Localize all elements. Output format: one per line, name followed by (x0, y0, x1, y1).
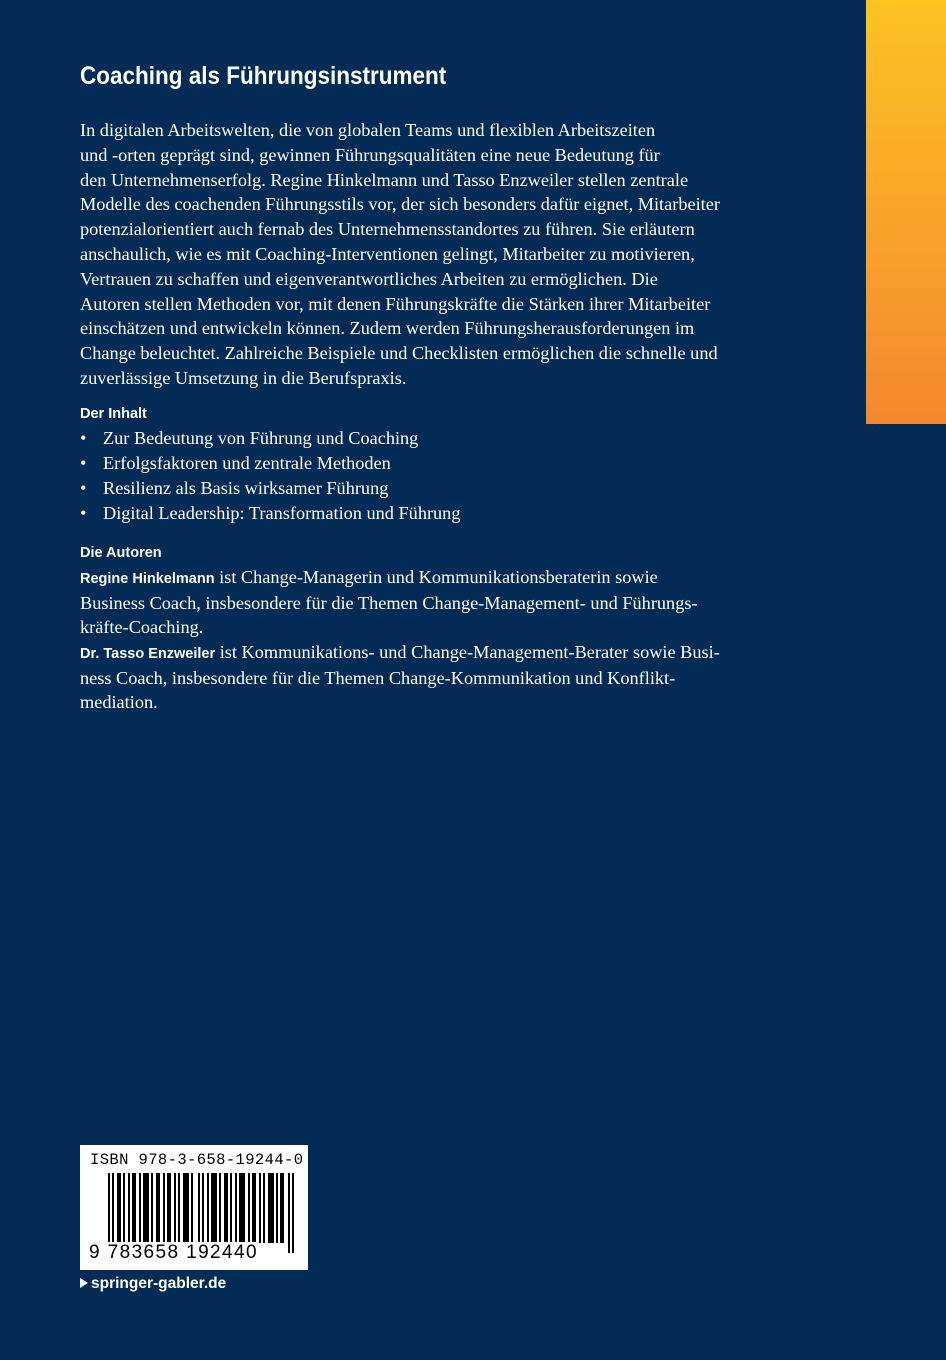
authors-heading: Die Autoren (80, 544, 162, 561)
description-line: Autoren stellen Methoden vor, mit denen Führungskräfte die Stärken ihrer Mitarbeiter (80, 293, 711, 314)
description-line: potenzialorientiert auch fernab des Unternehmensstandortes zu führen. Sie erläutern (80, 219, 695, 240)
bullet: • (80, 502, 87, 523)
bullet: • (80, 452, 87, 473)
contents-heading: Der Inhalt (80, 405, 147, 422)
publisher-website-link[interactable] (80, 1275, 226, 1293)
description-line: den Unternehmenserfolg. Regine Hinkelmann und Tasso Enzweiler stellen zentrale (80, 169, 689, 190)
ean-number: 9 783658 192440 (89, 1242, 258, 1263)
author-bio-line (80, 640, 762, 666)
list-item (80, 476, 762, 501)
description-line: zuverlässige Umsetzung in die Berufspraxis. (80, 367, 407, 388)
contents-list (80, 426, 762, 526)
author-bio-line: kräfte-Coaching. (80, 617, 204, 638)
bullet: • (80, 427, 87, 448)
author-bio-line (80, 565, 762, 591)
description-line: In digitalen Arbeitswelten, die von globalen Teams und flexiblen Arbeitszeiten (80, 120, 656, 140)
author-bio (80, 640, 762, 715)
barcode-bars (108, 1173, 296, 1253)
isbn-barcode (80, 1145, 308, 1270)
author-bio-line: ness Coach, insbesondere für die Themen Change-Kommunikation und Konflikt- (80, 667, 676, 688)
list-item-text: Digital Leadership: Transformation und Führung (103, 502, 461, 523)
author-bio-text: ist Change-Managerin und Kommunikationsberaterin sowie (214, 566, 658, 587)
book-title: Coaching als Führungsinstrument (80, 62, 447, 90)
list-item (80, 501, 762, 526)
description (80, 118, 762, 391)
list-item-text: Resilienz als Basis wirksamer Führung (103, 477, 389, 498)
triangle-arrow-icon (80, 1278, 88, 1288)
list-item-text: Erfolgsfaktoren und zentrale Methoden (103, 452, 391, 473)
author-bio (80, 565, 762, 640)
list-item (80, 426, 762, 451)
website-text: springer-gabler.de (91, 1275, 227, 1292)
list-item (80, 451, 762, 476)
description-line: Change beleuchtet. Zahlreiche Beispiele und Checklisten ermöglichen die schnelle und (80, 343, 718, 364)
description-line: Vertrauen zu schaffen und eigenverantwortliches Arbeiten zu ermöglichen. Die (80, 268, 658, 289)
back-cover-content (80, 62, 762, 715)
author-bio-line: mediation. (80, 692, 158, 713)
description-line: und -orten geprägt sind, gewinnen Führungsqualitäten eine neue Bedeutung für (80, 144, 660, 165)
author-name: Regine Hinkelmann (80, 570, 215, 587)
author-name: Dr. Tasso Enzweiler (80, 645, 216, 662)
list-item-text: Zur Bedeutung von Führung und Coaching (103, 427, 419, 448)
description-line: einschätzen und entwickeln können. Zudem werden Führungsherausforderungen im (80, 318, 695, 339)
bullet: • (80, 477, 87, 498)
description-line: anschaulich, wie es mit Coaching-Interventionen gelingt, Mitarbeiter zu motivieren, (80, 243, 695, 264)
accent-bar (866, 0, 946, 424)
author-bio-text: ist Kommunikations- und Change-Management-Berater sowie Busi- (215, 641, 720, 662)
author-bio-line: Business Coach, insbesondere für die Themen Change-Management- und Führungs- (80, 593, 698, 614)
isbn-label: ISBN 978-3-658-19244-0 (90, 1151, 304, 1169)
description-line: Modelle des coachenden Führungsstils vor, der sich besonders dafür eignet, Mitarbeiter (80, 194, 720, 215)
